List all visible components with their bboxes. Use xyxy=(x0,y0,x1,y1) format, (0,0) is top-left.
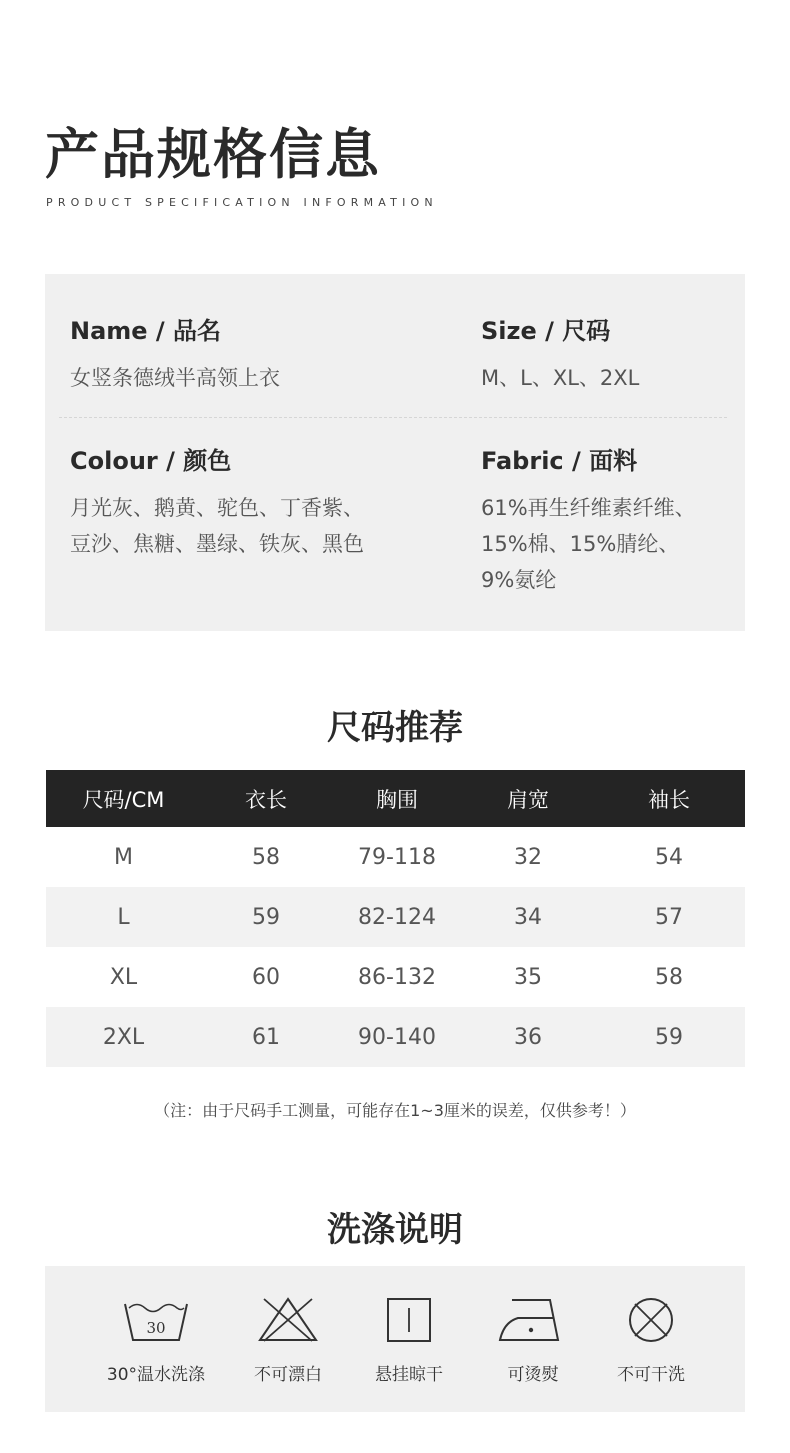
table-cell: 79-118 xyxy=(358,844,436,870)
table-cell: 58 xyxy=(252,844,280,870)
header-cell: 尺码/CM xyxy=(46,770,201,827)
wash-label: 悬挂晾干 xyxy=(375,1365,443,1385)
table-cell: M xyxy=(114,844,133,870)
iron-icon xyxy=(498,1296,568,1344)
spec-size xyxy=(481,314,639,396)
table-cell: L xyxy=(46,887,201,947)
page-subtitle: PRODUCT SPECIFICATION INFORMATION xyxy=(46,196,438,209)
header-cell: 衣长 xyxy=(201,770,331,827)
table-cell: 59 xyxy=(201,887,331,947)
table-cell: 54 xyxy=(655,844,683,870)
size-note: （注：由于尺码手工测量，可能存在1~3厘米的误差，仅供参考！） xyxy=(154,1101,636,1120)
spec-divider xyxy=(59,417,727,418)
table-cell: 2XL xyxy=(46,1007,201,1067)
size-table-header xyxy=(46,770,745,827)
wash-label: 30°温水洗涤 xyxy=(106,1365,206,1385)
page-title: 产品规格信息 xyxy=(45,123,381,186)
spec-name-value: 女竖条德绒半高领上衣 xyxy=(70,366,280,390)
table-cell: 34 xyxy=(463,887,593,947)
wash-section-title: 洗涤说明 xyxy=(327,1210,463,1250)
spec-panel xyxy=(45,274,745,631)
wash-panel xyxy=(45,1266,745,1412)
table-cell: 82-124 xyxy=(331,887,463,947)
spec-fabric-label: Fabric / 面料 xyxy=(481,447,638,475)
table-cell: 32 xyxy=(514,844,542,870)
spec-colour xyxy=(70,444,364,562)
spec-colour-line: 豆沙、焦糖、墨绿、铁灰、黑色 xyxy=(70,532,364,556)
wash-label: 不可漂白 xyxy=(254,1365,322,1385)
table-cell: 57 xyxy=(593,887,745,947)
table-cell: 90-140 xyxy=(331,1007,463,1067)
wash-label: 可烫熨 xyxy=(507,1365,559,1385)
spec-colour-label: Colour / 颜色 xyxy=(70,447,232,475)
spec-size-value: M、L、XL、2XL xyxy=(481,366,640,390)
line-dry-icon xyxy=(374,1296,444,1344)
table-cell: 59 xyxy=(593,1007,745,1067)
no-bleach-icon xyxy=(253,1296,323,1344)
spec-colour-line: 月光灰、鹅黄、驼色、丁香紫、 xyxy=(70,496,364,520)
header-cell: 肩宽 xyxy=(463,770,593,827)
table-row xyxy=(46,947,745,1007)
table-cell: 58 xyxy=(655,964,683,990)
table-cell: XL xyxy=(109,964,138,990)
size-section-title: 尺码推荐 xyxy=(327,708,463,748)
header-cell: 袖长 xyxy=(593,770,745,827)
spec-fabric-line: 15%棉、15%腈纶、 xyxy=(481,532,680,556)
table-row xyxy=(46,1007,745,1067)
spec-fabric-line: 9%氨纶 xyxy=(481,568,557,592)
table-row xyxy=(46,827,745,887)
spec-fabric-line: 61%再生纤维素纤维、 xyxy=(481,496,696,520)
spec-fabric xyxy=(481,444,696,598)
spec-name xyxy=(70,314,280,396)
table-cell: 61 xyxy=(201,1007,331,1067)
table-cell: 60 xyxy=(252,964,280,990)
no-dry-clean-icon xyxy=(616,1296,686,1344)
table-cell: 36 xyxy=(463,1007,593,1067)
wash-label: 不可干洗 xyxy=(617,1365,685,1385)
spec-size-label: Size / 尺码 xyxy=(481,317,611,345)
spec-name-label: Name / 品名 xyxy=(70,317,222,345)
table-row xyxy=(46,887,745,947)
wash-30-icon xyxy=(121,1296,191,1344)
table-cell: 86-132 xyxy=(358,964,436,990)
table-cell: 35 xyxy=(514,964,542,990)
wash-temp-text: 30 xyxy=(146,1319,166,1337)
header-cell: 胸围 xyxy=(331,770,463,827)
size-table xyxy=(46,770,745,1067)
